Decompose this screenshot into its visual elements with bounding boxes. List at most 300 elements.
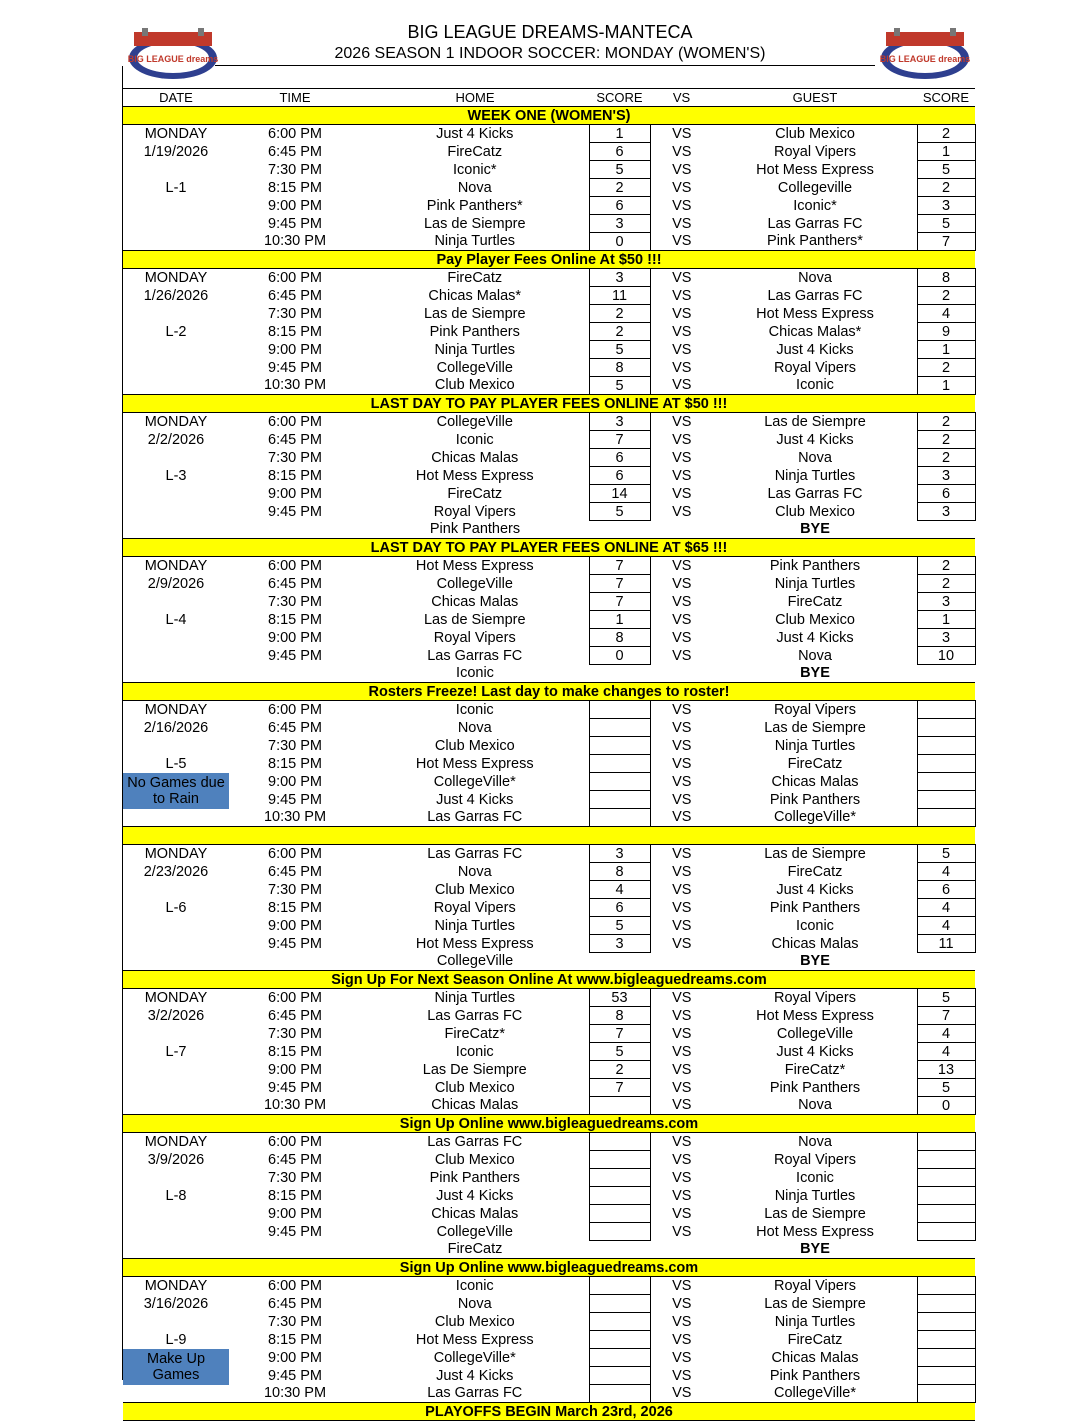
home-team: CollegeVille <box>436 575 513 592</box>
vs-label: VS <box>672 1061 692 1078</box>
game-time: 8:15 PM <box>268 899 322 916</box>
vs-label: VS <box>672 1097 692 1114</box>
guest-score: 10 <box>917 647 975 665</box>
game-time: 6:00 PM <box>268 269 322 286</box>
home-team: Ninja Turtles <box>434 341 516 358</box>
vs-label: VS <box>672 359 692 376</box>
home-score: 3 <box>589 413 650 431</box>
guest-score: 6 <box>917 881 975 899</box>
game-time: 9:45 PM <box>268 215 322 232</box>
game-time: 6:45 PM <box>268 1151 322 1168</box>
home-team: Ninja Turtles <box>434 989 516 1006</box>
guest-team: Just 4 Kicks <box>776 431 854 448</box>
game-time: 9:45 PM <box>268 647 322 664</box>
svg-text:BIG LEAGUE dreams: BIG LEAGUE dreams <box>879 54 971 64</box>
vs-label: VS <box>672 899 692 916</box>
guest-score: 2 <box>917 449 975 467</box>
home-score <box>589 1313 650 1331</box>
vs-label: VS <box>672 233 692 250</box>
date-cell <box>123 1097 229 1115</box>
bye-label: BYE <box>800 665 830 682</box>
column-header-row <box>123 89 975 107</box>
date-cell <box>123 503 229 521</box>
vs-label: VS <box>672 863 692 880</box>
game-time: 7:30 PM <box>268 1025 322 1042</box>
week-banner <box>123 395 975 413</box>
week-banner <box>123 539 975 557</box>
game-row <box>123 269 975 287</box>
game-row <box>123 359 975 377</box>
game-row <box>123 1241 975 1259</box>
date-cell <box>123 953 229 971</box>
game-row <box>123 1367 975 1385</box>
date-cell <box>123 1223 229 1241</box>
guest-score: 5 <box>917 215 975 233</box>
spacer <box>589 1241 650 1259</box>
game-row <box>123 1313 975 1331</box>
game-time: 8:15 PM <box>268 1331 322 1348</box>
guest-team: Nova <box>798 1133 832 1150</box>
game-row <box>123 197 975 215</box>
home-team: Hot Mess Express <box>415 935 534 952</box>
home-team: FireCatz <box>447 269 503 286</box>
home-team: Club Mexico <box>434 737 515 754</box>
guest-score: 4 <box>917 899 975 917</box>
game-row <box>123 1025 975 1043</box>
guest-score <box>917 737 975 755</box>
guest-team: FireCatz <box>787 593 843 610</box>
bye-team: Iconic <box>456 665 494 682</box>
guest-team: Ninja Turtles <box>774 467 856 484</box>
guest-team: Royal Vipers <box>774 1277 856 1294</box>
home-score: 7 <box>589 431 650 449</box>
week-league: L-8 <box>165 1187 187 1204</box>
guest-score <box>917 1385 975 1403</box>
game-row <box>123 1205 975 1223</box>
game-row <box>123 233 975 251</box>
week-date: 1/26/2026 <box>143 287 209 304</box>
date-cell <box>123 881 229 899</box>
guest-team: Chicas Malas <box>771 773 859 790</box>
home-score <box>589 791 650 809</box>
guest-team: Las de Siempre <box>764 1295 866 1312</box>
home-score <box>589 1349 650 1367</box>
home-team: Las Garras FC <box>427 1007 523 1024</box>
home-team: Nova <box>457 179 492 196</box>
date-cell <box>123 647 229 665</box>
week-note: No Games due to Rain <box>123 773 229 809</box>
spacer <box>589 521 650 539</box>
vs-label: VS <box>672 1385 692 1402</box>
game-row <box>123 665 975 683</box>
week-banner <box>123 971 975 989</box>
home-team: Just 4 Kicks <box>436 791 514 808</box>
vs-label: VS <box>672 287 692 304</box>
home-score: 8 <box>589 1007 650 1025</box>
spacer <box>589 953 650 971</box>
guest-team: Royal Vipers <box>774 701 856 718</box>
home-score <box>589 1187 650 1205</box>
vs-label: VS <box>672 161 692 178</box>
date-cell <box>123 1025 229 1043</box>
home-score <box>589 1277 650 1295</box>
home-score: 6 <box>589 143 650 161</box>
vs-label: VS <box>672 323 692 340</box>
guest-score <box>917 701 975 719</box>
date-cell <box>123 197 229 215</box>
game-time: 9:45 PM <box>268 935 322 952</box>
game-row <box>123 701 975 719</box>
guest-team: Pink Panthers <box>769 1367 861 1384</box>
game-row <box>123 161 975 179</box>
home-team: Ninja Turtles <box>434 233 516 250</box>
game-time: 8:15 PM <box>268 1187 322 1204</box>
game-row <box>123 863 975 881</box>
home-score: 6 <box>589 449 650 467</box>
home-score: 7 <box>589 593 650 611</box>
game-time: 9:45 PM <box>268 1223 322 1240</box>
date-cell <box>123 215 229 233</box>
date-cell <box>123 305 229 323</box>
vs-label: VS <box>672 1079 692 1096</box>
spacer <box>650 521 713 539</box>
guest-team: Iconic <box>796 377 834 394</box>
game-time: 6:45 PM <box>268 1295 322 1312</box>
vs-label: VS <box>672 143 692 160</box>
vs-label: VS <box>672 125 692 142</box>
game-row <box>123 773 975 791</box>
guest-score: 1 <box>917 341 975 359</box>
home-team: Nova <box>457 1295 492 1312</box>
vs-label: VS <box>672 1187 692 1204</box>
home-team: Las Garras FC <box>427 647 523 664</box>
game-time: 8:15 PM <box>268 323 322 340</box>
date-cell <box>123 1205 229 1223</box>
home-team: FireCatz <box>447 143 503 160</box>
guest-score <box>917 719 975 737</box>
spacer <box>650 953 713 971</box>
vs-label: VS <box>672 467 692 484</box>
spacer <box>650 665 713 683</box>
guest-team: Pink Panthers <box>769 791 861 808</box>
home-score: 7 <box>589 575 650 593</box>
home-score <box>589 1205 650 1223</box>
date-cell <box>123 1061 229 1079</box>
home-score: 5 <box>589 161 650 179</box>
home-score: 6 <box>589 467 650 485</box>
home-team: Just 4 Kicks <box>436 1187 514 1204</box>
vs-label: VS <box>672 431 692 448</box>
date-cell <box>123 161 229 179</box>
game-row <box>123 557 975 575</box>
vs-label: VS <box>672 1223 692 1240</box>
game-time: 9:00 PM <box>268 197 322 214</box>
game-time: 6:00 PM <box>268 413 322 430</box>
vs-label: VS <box>672 1277 692 1294</box>
home-score: 4 <box>589 881 650 899</box>
guest-score <box>917 1169 975 1187</box>
home-team: Hot Mess Express <box>415 467 534 484</box>
home-score: 7 <box>589 557 650 575</box>
schedule-table <box>123 88 976 1421</box>
date-cell <box>123 809 229 827</box>
home-score: 5 <box>589 377 650 395</box>
game-time: 10:30 PM <box>263 377 327 394</box>
guest-score: 4 <box>917 1025 975 1043</box>
guest-score: 4 <box>917 863 975 881</box>
week-banner <box>123 251 975 269</box>
guest-team: Iconic <box>796 917 834 934</box>
vs-label: VS <box>672 647 692 664</box>
guest-score: 5 <box>917 845 975 863</box>
home-team: Las de Siempre <box>423 611 526 628</box>
home-team: Iconic <box>455 701 494 718</box>
guest-team: Ninja Turtles <box>774 1313 856 1330</box>
week-date: 2/2/2026 <box>147 431 205 448</box>
home-score: 2 <box>589 305 650 323</box>
date-cell <box>123 233 229 251</box>
game-time: 9:00 PM <box>268 1061 322 1078</box>
game-time: 6:00 PM <box>268 1277 322 1294</box>
game-row <box>123 899 975 917</box>
home-team: Las De Siempre <box>422 1061 527 1078</box>
week-banner-text: Sign Up For Next Season Online At www.bigleaguedreams.com <box>123 971 975 989</box>
game-time: 8:15 PM <box>268 179 322 196</box>
guest-score: 7 <box>917 1007 975 1025</box>
week-day: MONDAY <box>144 413 208 430</box>
game-time: 8:15 PM <box>268 467 322 484</box>
game-row <box>123 881 975 899</box>
guest-score: 2 <box>917 125 975 143</box>
vs-label: VS <box>672 737 692 754</box>
page-subtitle: 2026 SEASON 1 INDOOR SOCCER: MONDAY (WOMEN'S) <box>334 45 766 62</box>
game-time: 10:30 PM <box>263 809 327 826</box>
vs-label: VS <box>672 629 692 646</box>
week-day: MONDAY <box>144 125 208 142</box>
week-banner <box>123 107 975 125</box>
vs-label: VS <box>672 413 692 430</box>
guest-score: 3 <box>917 467 975 485</box>
home-team: Las de Siempre <box>423 215 526 232</box>
date-cell <box>123 1169 229 1187</box>
spacer <box>229 665 361 683</box>
vs-label: VS <box>672 197 692 214</box>
home-score <box>589 701 650 719</box>
game-row <box>123 503 975 521</box>
game-row <box>123 1277 975 1295</box>
game-time: 6:00 PM <box>268 125 322 142</box>
vs-label: VS <box>672 1151 692 1168</box>
week-banner-text: LAST DAY TO PAY PLAYER FEES ONLINE AT $65 !!! <box>123 539 975 557</box>
home-team: Las Garras FC <box>427 1133 523 1150</box>
home-team: Hot Mess Express <box>415 755 534 772</box>
game-time: 9:00 PM <box>268 341 322 358</box>
game-row <box>123 377 975 395</box>
game-time: 8:15 PM <box>268 611 322 628</box>
week-day: MONDAY <box>144 1277 208 1294</box>
guest-team: Chicas Malas* <box>768 323 862 340</box>
vs-label: VS <box>672 791 692 808</box>
game-row <box>123 431 975 449</box>
game-time: 9:45 PM <box>268 503 322 520</box>
week-league: L-7 <box>165 1043 187 1060</box>
game-time: 6:45 PM <box>268 287 322 304</box>
guest-team: FireCatz <box>787 755 843 772</box>
guest-score <box>917 1295 975 1313</box>
date-cell <box>123 935 229 953</box>
guest-score: 4 <box>917 305 975 323</box>
guest-score: 7 <box>917 233 975 251</box>
page-title: BIG LEAGUE DREAMS-MANTECA <box>407 22 693 42</box>
bye-team: FireCatz <box>447 1241 503 1258</box>
home-team: CollegeVille <box>436 1223 513 1240</box>
home-team: Chicas Malas <box>431 1097 519 1114</box>
game-time: 10:30 PM <box>263 233 327 250</box>
home-team: Club Mexico <box>434 1313 515 1330</box>
home-team: Club Mexico <box>434 881 515 898</box>
game-row <box>123 791 975 809</box>
week-league: L-4 <box>165 611 187 628</box>
game-row <box>123 755 975 773</box>
game-time: 10:30 PM <box>263 1097 327 1114</box>
week-banner-text: WEEK ONE (WOMEN'S) <box>123 107 975 125</box>
home-team: Just 4 Kicks <box>436 125 514 142</box>
guest-team: Royal Vipers <box>774 1151 856 1168</box>
game-time: 7:30 PM <box>268 305 322 322</box>
vs-label: VS <box>672 215 692 232</box>
vs-label: VS <box>672 485 692 502</box>
guest-team: Just 4 Kicks <box>776 629 854 646</box>
home-team: Ninja Turtles <box>434 917 516 934</box>
week-league: L-9 <box>165 1331 187 1348</box>
week-league: L-6 <box>165 899 187 916</box>
game-row <box>123 719 975 737</box>
game-row <box>123 143 975 161</box>
svg-text:BIG LEAGUE dreams: BIG LEAGUE dreams <box>127 54 219 64</box>
home-score <box>589 773 650 791</box>
guest-team: Just 4 Kicks <box>776 881 854 898</box>
game-time: 6:45 PM <box>268 431 322 448</box>
vs-label: VS <box>672 1043 692 1060</box>
game-time: 6:00 PM <box>268 1133 322 1150</box>
game-row <box>123 305 975 323</box>
date-cell <box>123 629 229 647</box>
home-team: Chicas Malas <box>431 449 519 466</box>
home-team: Just 4 Kicks <box>436 1367 514 1384</box>
home-score: 8 <box>589 359 650 377</box>
week-banner-text: Sign Up Online www.bigleaguedreams.com <box>123 1259 975 1277</box>
guest-score: 4 <box>917 917 975 935</box>
date-cell <box>123 341 229 359</box>
week-banner-text: Sign Up Online www.bigleaguedreams.com <box>123 1115 975 1133</box>
vs-label: VS <box>672 1133 692 1150</box>
week-day: MONDAY <box>144 989 208 1006</box>
game-row <box>123 593 975 611</box>
week-date: 3/9/2026 <box>147 1151 205 1168</box>
page-header <box>0 0 1088 88</box>
guest-score <box>917 809 975 827</box>
guest-score: 2 <box>917 431 975 449</box>
game-row <box>123 521 975 539</box>
home-team: Club Mexico <box>434 377 515 394</box>
vs-label: VS <box>672 1367 692 1384</box>
date-cell <box>123 449 229 467</box>
vs-label: VS <box>672 881 692 898</box>
guest-team: Iconic <box>796 1169 834 1186</box>
game-row <box>123 125 975 143</box>
week-day: MONDAY <box>144 1133 208 1150</box>
guest-team: Pink Panthers <box>769 557 861 574</box>
guest-team: Pink Panthers <box>769 899 861 916</box>
game-row <box>123 989 975 1007</box>
home-score <box>589 1223 650 1241</box>
home-score: 5 <box>589 917 650 935</box>
guest-score: 6 <box>917 485 975 503</box>
home-team: Iconic <box>455 431 494 448</box>
home-team: Chicas Malas <box>431 1205 519 1222</box>
home-score <box>589 1295 650 1313</box>
week-date: 1/19/2026 <box>143 143 209 160</box>
vs-label: VS <box>672 845 692 862</box>
guest-score <box>917 1223 975 1241</box>
home-score: 3 <box>589 845 650 863</box>
game-row <box>123 809 975 827</box>
home-team: Club Mexico <box>434 1151 515 1168</box>
guest-score: 2 <box>917 179 975 197</box>
game-row <box>123 485 975 503</box>
vs-label: VS <box>672 557 692 574</box>
week-date: 2/9/2026 <box>147 575 205 592</box>
guest-team: Iconic* <box>793 197 837 214</box>
game-time: 7:30 PM <box>268 1313 322 1330</box>
game-row <box>123 449 975 467</box>
guest-score: 5 <box>917 161 975 179</box>
game-row <box>123 1097 975 1115</box>
week-day: MONDAY <box>144 557 208 574</box>
week-banner-text: Rosters Freeze! Last day to make changes to roster! <box>123 683 975 701</box>
game-row <box>123 737 975 755</box>
game-time: 9:00 PM <box>268 773 322 790</box>
week-date: 2/23/2026 <box>143 863 209 880</box>
guest-score <box>917 1151 975 1169</box>
guest-team: Hot Mess Express <box>756 1007 874 1024</box>
home-score: 5 <box>589 1043 650 1061</box>
date-cell <box>123 1079 229 1097</box>
playoffs-banner-text: PLAYOFFS BEGIN March 23rd, 2026 <box>123 1403 975 1421</box>
game-row <box>123 611 975 629</box>
game-time: 7:30 PM <box>268 593 322 610</box>
guest-team: Pink Panthers <box>769 1079 861 1096</box>
home-team: Royal Vipers <box>433 629 516 646</box>
home-score: 7 <box>589 1025 650 1043</box>
game-time: 7:30 PM <box>268 881 322 898</box>
game-row <box>123 1349 975 1367</box>
game-time: 6:45 PM <box>268 719 322 736</box>
game-time: 7:30 PM <box>268 449 322 466</box>
home-score <box>589 737 650 755</box>
guest-score: 0 <box>917 1097 975 1115</box>
guest-team: Las Garras FC <box>767 485 863 502</box>
game-row <box>123 287 975 305</box>
guest-team: Las Garras FC <box>767 215 863 232</box>
spacer <box>917 953 975 971</box>
game-time: 9:00 PM <box>268 1349 322 1366</box>
game-row <box>123 1223 975 1241</box>
guest-team: FireCatz* <box>784 1061 846 1078</box>
game-row <box>123 1169 975 1187</box>
vs-label: VS <box>672 701 692 718</box>
vs-label: VS <box>672 1169 692 1186</box>
